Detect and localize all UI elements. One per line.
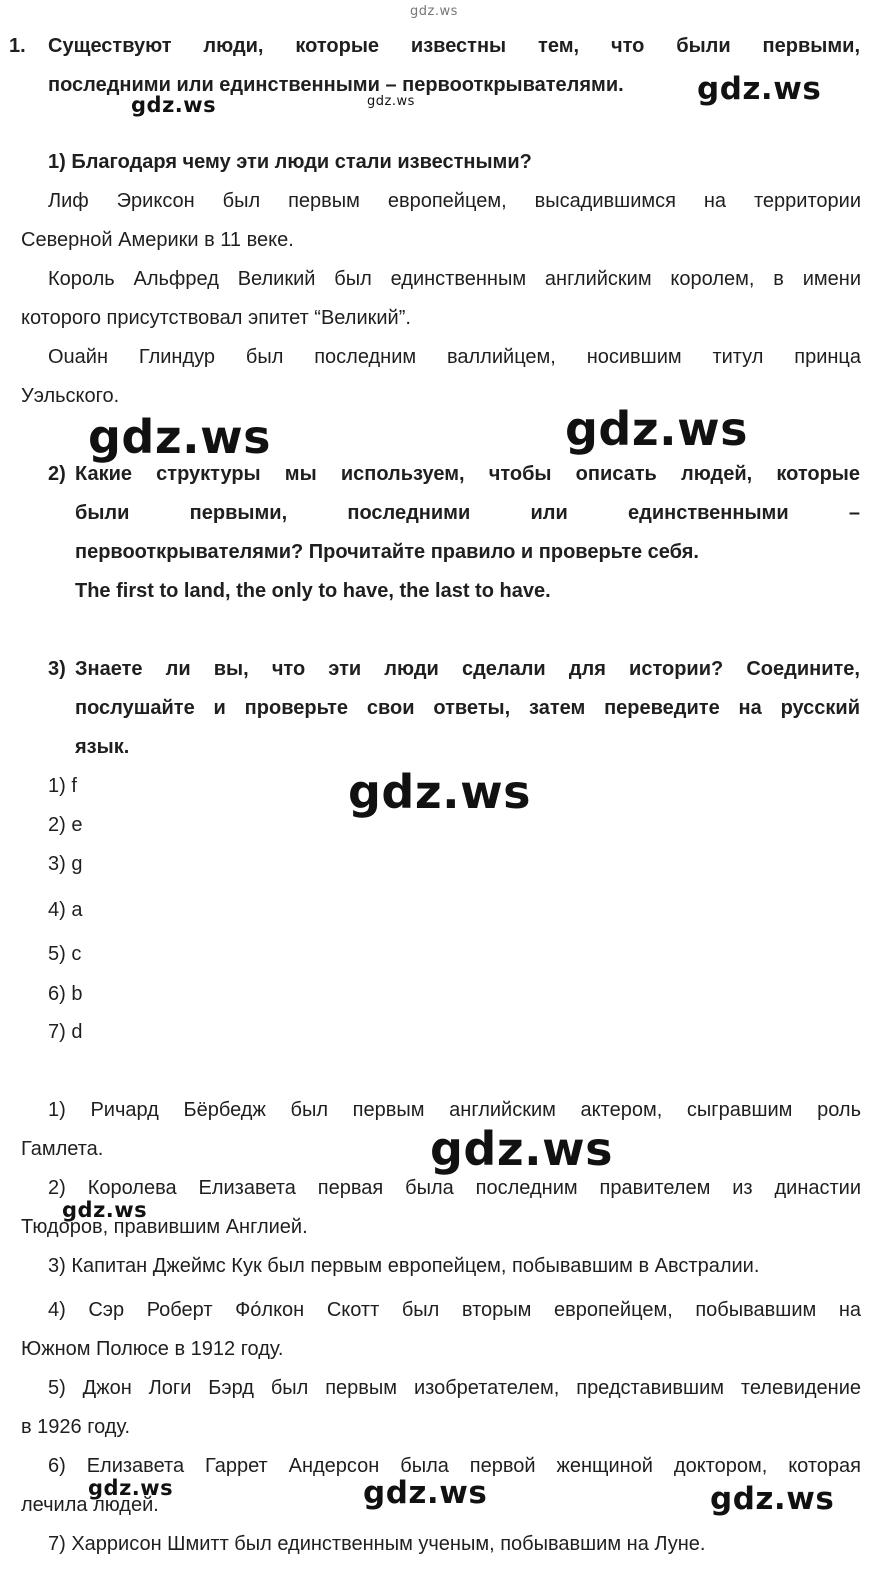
watermark-i: gdz.ws: [88, 1476, 174, 1500]
question-3-line-3: язык.: [75, 736, 130, 758]
watermark-e: gdz.ws: [565, 402, 748, 456]
watermark-f: gdz.ws: [348, 765, 531, 819]
watermark-c: gdz.ws: [367, 94, 415, 109]
question-2-rule: The first to land, the only to have, the last to have.: [75, 580, 551, 602]
question-2-line-2: были первыми, последними или единственными –: [75, 502, 860, 524]
watermark-d: gdz.ws: [88, 410, 271, 464]
task-number: 1.: [9, 35, 26, 57]
answer-1-p2-line-2: которого присутствовал эпитет “Великий”.: [21, 307, 411, 329]
answer-1-p3-line-1: Ouайн Глиндур был последним валлийцем, носившим титул принца: [48, 346, 861, 368]
question-2-line-1: Какие структуры мы используем, чтобы описать людей, которые: [75, 463, 860, 485]
match-item: 1) f: [48, 775, 77, 797]
question-3: [75, 650, 860, 767]
watermark-top: gdz.ws: [410, 4, 458, 19]
translation-1-line-1: 1) Ричард Бёрбедж был первым английским актером, сыгравшим роль: [48, 1099, 861, 1121]
translation-5: [21, 1369, 861, 1447]
translation-2-line-1: 2) Королева Елизавета первая была последним правителем из династии: [48, 1177, 861, 1199]
translation-3-line-1: 3) Капитан Джеймс Кук был первым европейцем, побывавшим в Австралии.: [48, 1255, 760, 1277]
watermark-k: gdz.ws: [710, 1481, 835, 1517]
match-item: 4) a: [48, 899, 83, 921]
answer-1-paragraph-2: [21, 260, 861, 338]
translation-2-line-2: Тюдоров, правившим Англией.: [21, 1216, 308, 1238]
watermark-a: gdz.ws: [697, 71, 822, 107]
watermark-g: gdz.ws: [430, 1122, 613, 1176]
match-item: 6) b: [48, 983, 83, 1005]
match-item: 7) d: [48, 1021, 83, 1043]
translation-5-line-1: 5) Джон Логи Бэрд был первым изобретателем, представившим телевидение: [48, 1377, 861, 1399]
translation-1-line-2: Гамлета.: [21, 1138, 104, 1160]
question-2-label: 2): [48, 463, 66, 485]
task-heading-line-1: Существуют люди, которые известны тем, что были первыми,: [48, 35, 860, 57]
answer-1-p1-line-2: Северной Америки в 11 веке.: [21, 229, 294, 251]
translation-4-line-2: Южном Полюсе в 1912 году.: [21, 1338, 284, 1360]
question-2-line-3: первооткрывателями? Прочитайте правило и проверьте себя.: [75, 541, 699, 563]
answer-1-p2-line-1: Король Альфред Великий был единственным английским королем, в имени: [48, 268, 861, 290]
translation-6-line-2: лечила людей.: [21, 1494, 159, 1516]
translation-4: [21, 1291, 861, 1369]
watermark-j: gdz.ws: [363, 1475, 488, 1511]
translation-7-line-1: 7) Харрисон Шмитт был единственным ученым, побывавшим на Луне.: [48, 1533, 706, 1555]
answer-1-p3-line-2: Уэльского.: [21, 385, 120, 407]
translation-5-line-2: в 1926 году.: [21, 1416, 130, 1438]
question-2: [75, 455, 860, 611]
translation-4-line-1: 4) Сэр Роберт Фо́лкон Скотт был вторым европейцем, побывавшим на: [48, 1299, 861, 1321]
translation-7: [21, 1525, 861, 1564]
match-item: 3) g: [48, 853, 83, 875]
match-item: 2) e: [48, 814, 83, 836]
answer-1-p1-line-1: Лиф Эриксон был первым европейцем, высадившимся на территории: [48, 190, 861, 212]
answer-1-paragraph-1: [21, 182, 861, 260]
question-3-label: 3): [48, 658, 66, 680]
translation-6-line-1: 6) Елизавета Гаррет Андерсон была первой женщиной доктором, которая: [48, 1455, 861, 1477]
question-3-line-1: Знаете ли вы, что эти люди сделали для истории? Соедините,: [75, 658, 860, 680]
question-3-line-2: послушайте и проверьте свои ответы, затем переведите на русский: [75, 697, 860, 719]
watermark-h: gdz.ws: [62, 1198, 148, 1222]
question-1: 1) Благодаря чему эти люди стали известными?: [48, 151, 532, 173]
task-heading-line-2: последними или единственными – первооткрывателями.: [48, 74, 624, 96]
translation-3: [21, 1247, 861, 1286]
watermark-b: gdz.ws: [131, 93, 217, 117]
match-item: 5) c: [48, 943, 82, 965]
